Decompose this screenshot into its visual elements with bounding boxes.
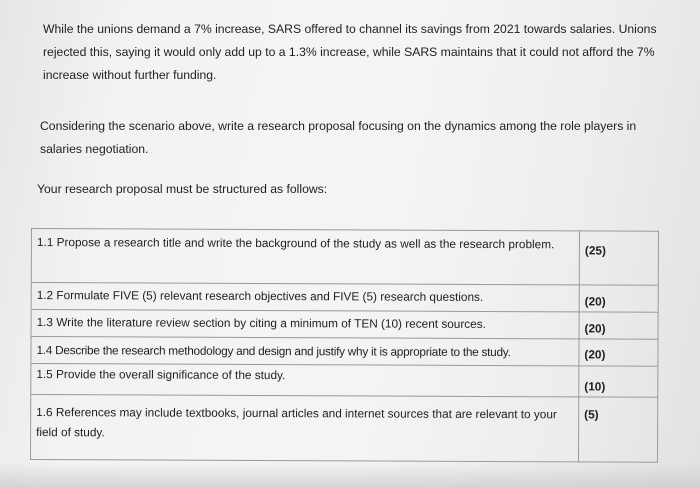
requirement-marks: (20) xyxy=(584,347,606,362)
requirement-text: 1.3 Write the literature review section by citing a minimum of TEN (10) recent sources. xyxy=(36,315,486,331)
structure-instruction: Your research proposal must be structured as follows: xyxy=(37,182,328,196)
requirement-text: 1.5 Provide the overall significance of the study. xyxy=(36,367,286,383)
intro-paragraph: While the unions demand a 7% increase, SARS offered to channel its savings from 2021 towards salaries. Unions rejected this, saying it would only add up to a 1.3% increase, while SARS maintains that it could not afford the 7% increase without further funding. xyxy=(43,22,657,82)
requirement-marks: (20) xyxy=(584,321,606,336)
requirement-text: 1.4 Describe the research methodology and design and justify why it is appropriate to the study. xyxy=(36,343,511,360)
requirement-row xyxy=(31,395,657,463)
requirement-text: 1.2 Formulate FIVE (5) relevant research objectives and FIVE (5) research questions. xyxy=(36,288,484,304)
requirement-marks: (20) xyxy=(584,294,606,309)
requirement-marks: (25) xyxy=(584,243,606,258)
requirement-marks: (5) xyxy=(584,407,599,422)
requirement-text: 1.1 Propose a research title and write the background of the study as well as the research problem. xyxy=(36,235,555,252)
requirement-row xyxy=(31,364,657,398)
requirement-marks: (10) xyxy=(584,379,606,394)
requirements-table xyxy=(30,228,659,463)
requirement-row xyxy=(32,310,658,340)
requirement-row xyxy=(32,229,658,286)
task-paragraph: Considering the scenario above, write a research proposal focusing on the dynamics among the role players in salaries negotiation. xyxy=(40,119,637,156)
photo-shadow xyxy=(0,462,700,488)
requirement-text: 1.6 References may include textbooks, journal articles and internet sources that are relevant to your field of study. xyxy=(36,405,557,440)
requirement-row xyxy=(32,283,658,313)
requirement-row xyxy=(31,337,657,367)
